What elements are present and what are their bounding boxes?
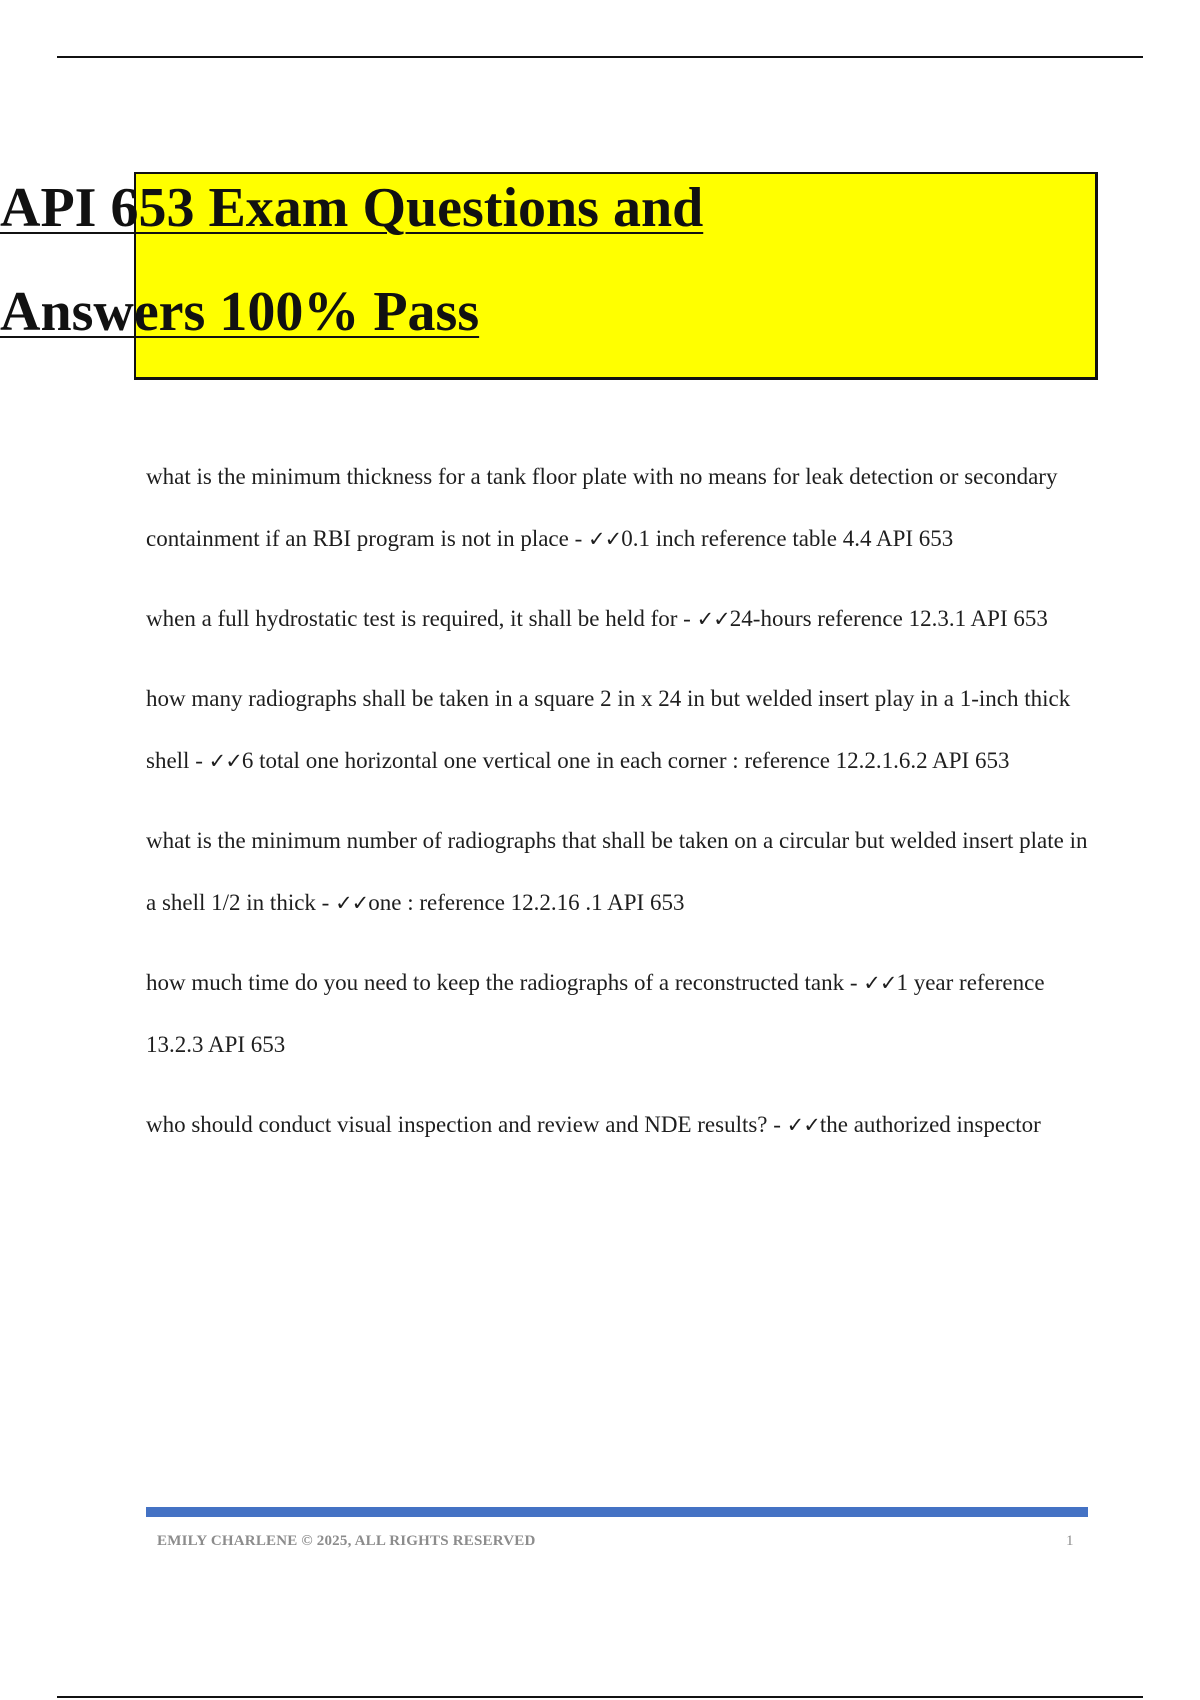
answer-text: 0.1 inch reference table 4.4 API 653 <box>621 526 954 551</box>
question-text: what is the minimum number of radiographs that shall be taken on a circular but welded insert plate in a shell 1/2 in thick - <box>146 828 1088 915</box>
double-check-icon: ✓✓ <box>863 971 897 995</box>
answer-text: 1 year reference 13.2.3 API 653 <box>146 970 1045 1057</box>
answer-text: 24-hours reference 12.3.1 API 653 <box>729 606 1048 631</box>
answer-text: 6 total one horizontal one vertical one in each corner : reference 12.2.1.6.2 API 653 <box>241 748 1010 773</box>
double-check-icon: ✓✓ <box>588 527 622 551</box>
qa-item <box>146 446 1096 570</box>
top-rule <box>57 56 1143 58</box>
document-title-line-1: API 653 Exam Questions and <box>0 177 704 239</box>
answer-text: one : reference 12.2.16 .1 API 653 <box>368 890 685 915</box>
question-text: who should conduct visual inspection and review and NDE results? - <box>146 1112 787 1137</box>
question-text: when a full hydrostatic test is required, it shall be held for - <box>146 606 697 631</box>
qa-item <box>146 588 1096 650</box>
answer-text: the authorized inspector <box>819 1112 1041 1137</box>
qa-list <box>146 446 1096 1174</box>
footer-copyright: EMILY CHARLENE © 2025, ALL RIGHTS RESERVED <box>157 1533 536 1549</box>
question-text: what is the minimum thickness for a tank floor plate with no means for leak detection or secondary containment if an RBI program is not in place - <box>146 464 1058 551</box>
double-check-icon: ✓✓ <box>335 891 369 915</box>
page-number: 1 <box>1066 1533 1074 1549</box>
qa-item <box>146 810 1096 934</box>
document-title-line-2: Answers 100% Pass <box>0 281 480 343</box>
qa-item <box>146 952 1096 1076</box>
qa-item <box>146 1094 1096 1156</box>
qa-item <box>146 668 1096 792</box>
bottom-rule <box>57 1696 1143 1698</box>
double-check-icon: ✓✓ <box>786 1113 820 1137</box>
double-check-icon: ✓✓ <box>208 749 242 773</box>
footer-bar <box>146 1507 1088 1517</box>
question-text: how many radiographs shall be taken in a square 2 in x 24 in but welded insert play in a 1-inch thick shell - <box>146 686 1071 773</box>
question-text: how much time do you need to keep the radiographs of a reconstructed tank - <box>146 970 864 995</box>
double-check-icon: ✓✓ <box>696 607 730 631</box>
